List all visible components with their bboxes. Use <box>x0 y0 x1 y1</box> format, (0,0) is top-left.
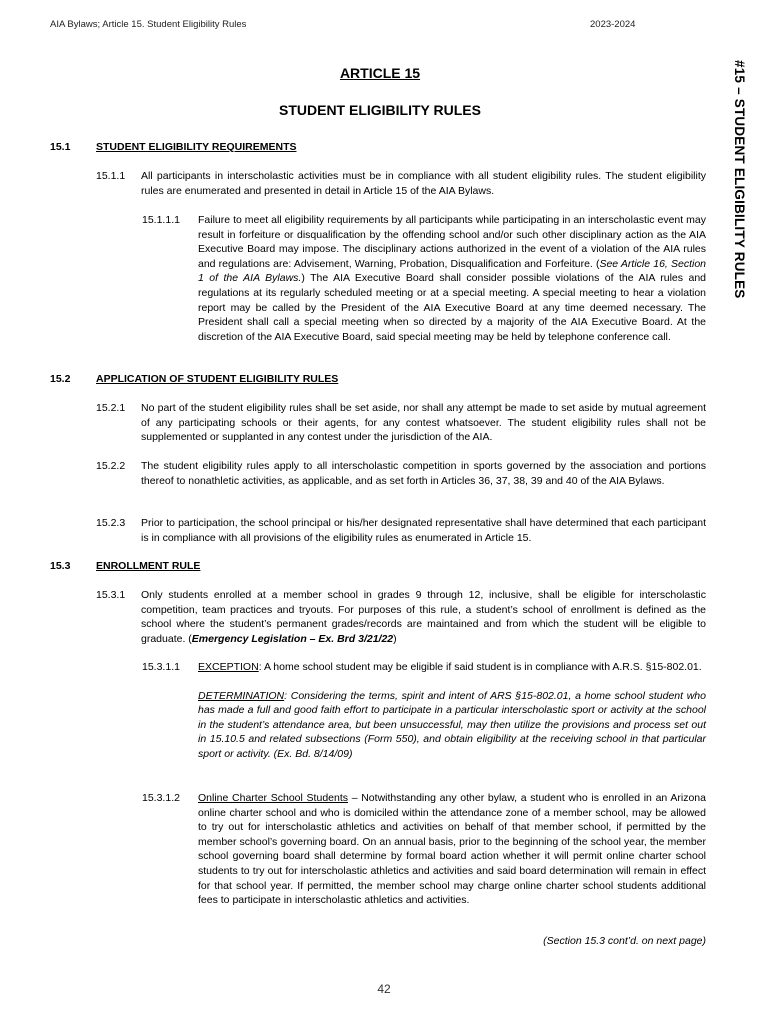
text-run: Only students enrolled at a member school in grades 9 through 12, inclusive, shall be eligible for interscholastic competition, team practices and tryouts. For purposes of this rule, a student’s school of enrollment is defined as the school where the student’s permanent grades/records are maintained and from which the student will be eligible to graduate. ( <box>141 589 706 645</box>
paragraph-number: 15.3.1.1 <box>142 661 180 673</box>
text-run: ) <box>393 632 397 645</box>
paragraph-text: The student eligibility rules apply to all interscholastic competition in sports governed by the association and portions thereof to nonathletic activities, as applicable, and as set forth in Articles 36, 37, 38, 39 and 40 of the AIA Bylaws. <box>141 460 706 487</box>
text-run: : Considering the terms, spirit and intent of ARS §15-802.01, a home school student who has made a full and good faith effort to participate in a particular interscholastic sport or activity at the school in the student’s attendance area, but been unsuccessful, may then utilize the provisions and process set out in 15.10.5 and related subsections (Form 550), and obtain eligibility at the receiving school in that particular sport or activity. (Ex. Bd. 8/14/09) <box>198 689 706 760</box>
paragraph-text <box>198 660 706 675</box>
section-number: 15.2 <box>50 373 71 385</box>
paragraph-15-2-3 <box>96 516 706 545</box>
page-number: 42 <box>377 982 391 996</box>
side-tab-label: #15 – STUDENT ELIGIBILITY RULES <box>732 60 747 299</box>
section-number: 15.1 <box>50 141 71 153</box>
paragraph-text <box>198 791 706 908</box>
running-header-title: AIA Bylaws; Article 15. Student Eligibility Rules <box>50 19 247 30</box>
section-number: 15.3 <box>50 560 71 572</box>
paragraph-number: 15.1.1 <box>96 170 126 182</box>
online-charter-label: Online Charter School Students <box>198 792 348 804</box>
text-run: : A home school student may be eligible if said student is in compliance with A.R.S. §15-802.01. <box>258 661 702 673</box>
running-header-year: 2023-2024 <box>590 19 636 30</box>
emergency-legislation-reference: Emergency Legislation – Ex. Brd 3/21/22 <box>191 632 394 645</box>
paragraph-number: 15.2.3 <box>96 517 126 529</box>
paragraph-15-1-1 <box>96 169 706 198</box>
bylaw-reference: See Article 16, Section 1 of the AIA Bylaws. <box>198 257 706 285</box>
paragraph-number: 15.3.1.2 <box>142 792 180 804</box>
paragraph-number: 15.2.1 <box>96 402 126 414</box>
paragraph-15-3-1-2 <box>142 791 706 908</box>
paragraph-text: No part of the student eligibility rules shall be set aside, nor shall any attempt be made to set aside by mutual agreement of any participating schools or their agents, for any contest whatsoever. The student eligibility rules shall not be supplemented or supplanted in any contest under the jurisdiction of the AIA. <box>141 402 706 444</box>
exception-label: EXCEPTION <box>198 661 259 673</box>
section-title: ENROLLMENT RULE <box>96 560 201 572</box>
paragraph-15-2-1 <box>96 401 706 445</box>
paragraph-number: 15.1.1.1 <box>142 214 180 226</box>
paragraph-15-3-1 <box>96 588 706 646</box>
side-tab <box>727 60 749 320</box>
text-run: ) The AIA Executive Board shall consider possible violations of the AIA rules and regulations at its regularly scheduled meeting or at a special meeting. A special meeting to hear a violation report may be called by the President of the AIA Executive Board at any time deemed necessary. The President shall call a special meeting when so directed by a majority of the AIA Executive Board. At the discretion of the AIA Executive Board, said special meeting may be held by telephone conference call. <box>198 272 707 343</box>
paragraph-number: 15.3.1 <box>96 589 126 601</box>
text-run: – Notwithstanding any other bylaw, a student who is enrolled in an Arizona online charter school and who is domiciled within the attendance zone of a member school, may be allowed to try out for interscholastic athletics and activities on behalf of that member school, if permitted by the member school’s governing board. On an annual basis, prior to the beginning of the school year, the member school governing board shall determine by formal board action whether it will permit online charter school students to try out for interscholastic athletics and activities and said board determination will remain in effect for that school year. If permitted, the member school may charge online charter school students additional fees to participate in interscholastic athletics and activities. <box>198 792 706 907</box>
paragraph-text: All participants in interscholastic activities must be in compliance with all student eligibility rules. The student eligibility rules are enumerated and presented in detail in Article 15 of the AIA Bylaws. <box>141 170 706 197</box>
article-subtitle: STUDENT ELIGIBILITY RULES <box>279 102 481 118</box>
paragraph-15-3-1-1 <box>142 660 706 762</box>
paragraph-text <box>198 213 706 344</box>
paragraph-text <box>141 588 706 646</box>
paragraph-number: 15.2.2 <box>96 460 126 472</box>
continuation-note: (Section 15.3 cont’d. on next page) <box>543 935 706 947</box>
section-title: STUDENT ELIGIBILITY REQUIREMENTS <box>96 141 297 153</box>
paragraph-text: Prior to participation, the school principal or his/her designated representative shall have determined that each participant is in compliance with all provisions of the eligibility rules as enumerated in Article 15. <box>141 517 706 544</box>
article-title: ARTICLE 15 <box>339 65 421 81</box>
determination-label: DETERMINATION <box>198 689 285 702</box>
determination-text <box>198 689 706 762</box>
section-title: APPLICATION OF STUDENT ELIGIBILITY RULES <box>96 373 339 385</box>
paragraph-15-1-1-1 <box>142 213 706 344</box>
text-run: Failure to meet all eligibility requirements by all participants while participating in an interscholastic event may result in forfeiture or disqualification by the offending school and/or such other disciplinary action as the AIA Executive Board may impose. The disciplinary actions authorized in the event of a violation of the AIA rules and regulations are: Advisement, Warning, Probation, Disqualification and Forfeiture. ( <box>198 214 706 270</box>
paragraph-15-2-2 <box>96 459 706 488</box>
